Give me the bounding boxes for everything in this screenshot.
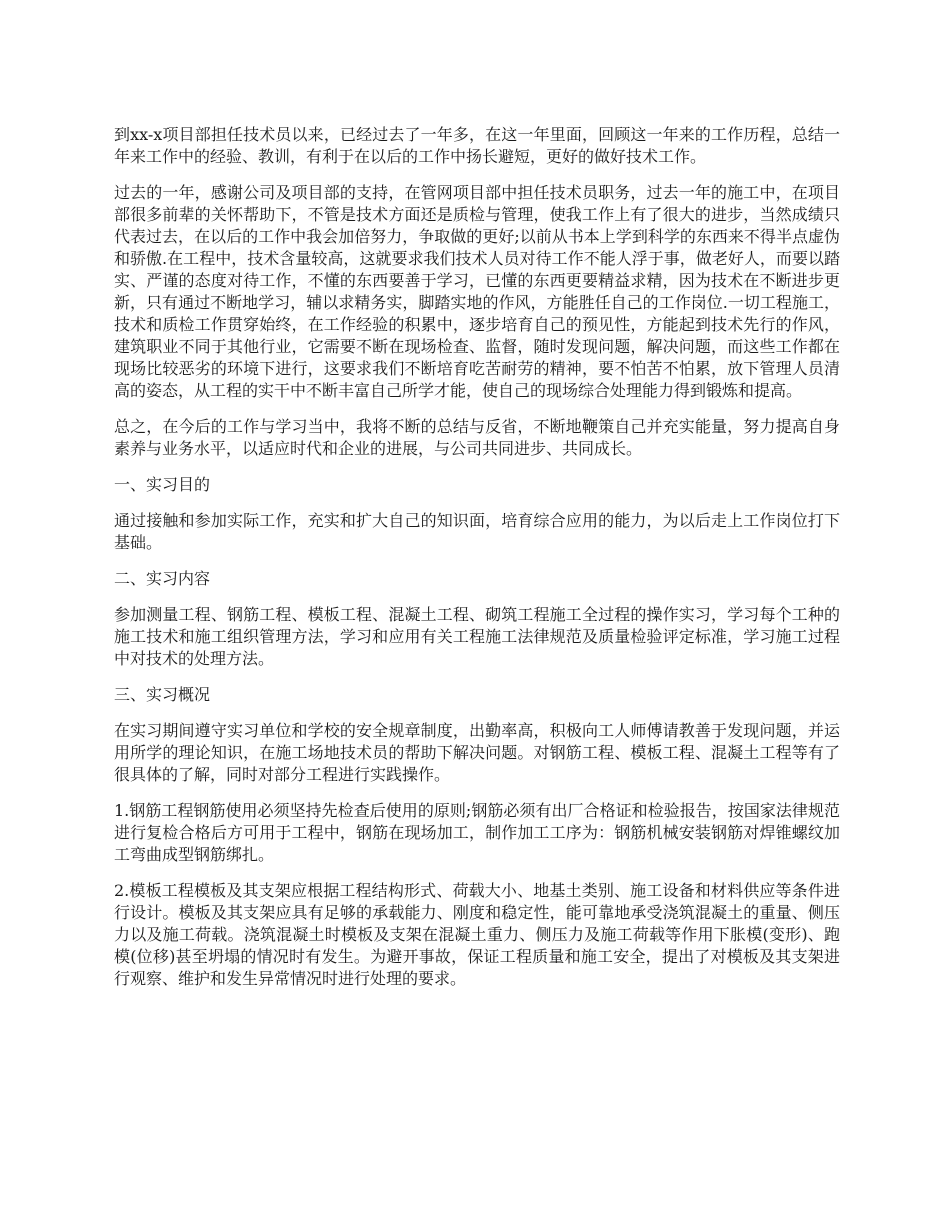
section-heading-content: 二、实习内容 xyxy=(114,569,211,588)
review-paragraph: 过去的一年，感谢公司及项目部的支持，在管网项目部中担任技术员职务，过去一年的施工中，在项目部很多前辈的关怀帮助下，不管是技术方面还是质检与管理，使我工作上有了很大的进步，当然成绩只代表过去，在以后的工作中我会加倍努力，争取做的更好;以前从书本上学到科学的东西来不得半点虚伪和骄傲.在工程中，技术含量较高，这就要求我们技术人员对待工作不能人浮于事，做老好人，而要以踏实、严谨的态度对待工作，不懂的东西要善于学习，已懂的东西更要精益求精，因为技术在不断进步更新，只有通过不断地学习，辅以求精务实，脚踏实地的作风，方能胜任自己的工作岗位.一切工程施工，技术和质检工作贯穿始终，在工作经验的积累中，逐步培育自己的预见性，方能起到技术先行的作风，建筑职业不同于其他行业，它需要不断在现场检查、监督，随时发现问题，解决问题，而这些工作都在现场比较恶劣的环境下进行，这要求我们不断培育吃苦耐劳的精神，要不怕苦不怕累，放下管理人员清高的姿态，从工程的实干中不断丰富自己所学才能，使自己的现场综合处理能力得到锻炼和提高。 xyxy=(114,183,840,400)
document-page xyxy=(114,124,840,1004)
section-heading-overview: 三、实习概况 xyxy=(114,685,211,704)
intro-paragraph: 到xx-x项目部担任技术员以来，已经过去了一年多，在这一年里面，回顾这一年来的工作历程，总结一年来工作中的经验、教训，有利于在以后的工作中扬长避短，更好的做好技术工作。 xyxy=(114,125,840,166)
section-heading-purpose: 一、实习目的 xyxy=(114,475,211,494)
rebar-paragraph: 1.钢筋工程钢筋使用必须坚持先检查后使用的原则;钢筋必须有出厂合格证和检验报告，按国家法律规范进行复检合格后方可用于工程中，钢筋在现场加工，制作加工工序为：钢筋机械安装钢筋对焊锥螺纹加工弯曲成型钢筋绑扎。 xyxy=(114,801,840,864)
summary-paragraph: 总之，在今后的工作与学习当中，我将不断的总结与反省，不断地鞭策自己并充实能量，努力提高自身素养与业务水平，以适应时代和企业的进展，与公司共同进步、共同成长。 xyxy=(114,417,840,458)
overview-paragraph: 在实习期间遵守实习单位和学校的安全规章制度，出勤率高，积极向工人师傅请教善于发现问题，并运用所学的理论知识，在施工场地技术员的帮助下解决问题。对钢筋工程、模板工程、混凝土工程等有了很具体的了解，同时对部分工程进行实践操作。 xyxy=(114,721,840,784)
content-paragraph: 参加测量工程、钢筋工程、模板工程、混凝土工程、砌筑工程施工全过程的操作实习，学习每个工种的施工技术和施工组织管理方法，学习和应用有关工程施工法律规范及质量检验评定标准，学习施工过程中对技术的处理方法。 xyxy=(114,605,840,668)
formwork-paragraph: 2.模板工程模板及其支架应根据工程结构形式、荷载大小、地基土类别、施工设备和材料供应等条件进行设计。模板及其支架应具有足够的承载能力、刚度和稳定性，能可靠地承受浇筑混凝土的重量、侧压力以及施工荷载。浇筑混凝土时模板及支架在混凝土重力、侧压力及施工荷载等作用下胀模(变形)、跑模(位移)甚至坍塌的情况时有发生。为避开事故，保证工程质量和施工安全，提出了对模板及其支架进行观察、维护和发生异常情况时进行处理的要求。 xyxy=(114,881,840,988)
purpose-paragraph: 通过接触和参加实际工作，充实和扩大自己的知识面，培育综合应用的能力，为以后走上工作岗位打下基础。 xyxy=(114,511,840,552)
